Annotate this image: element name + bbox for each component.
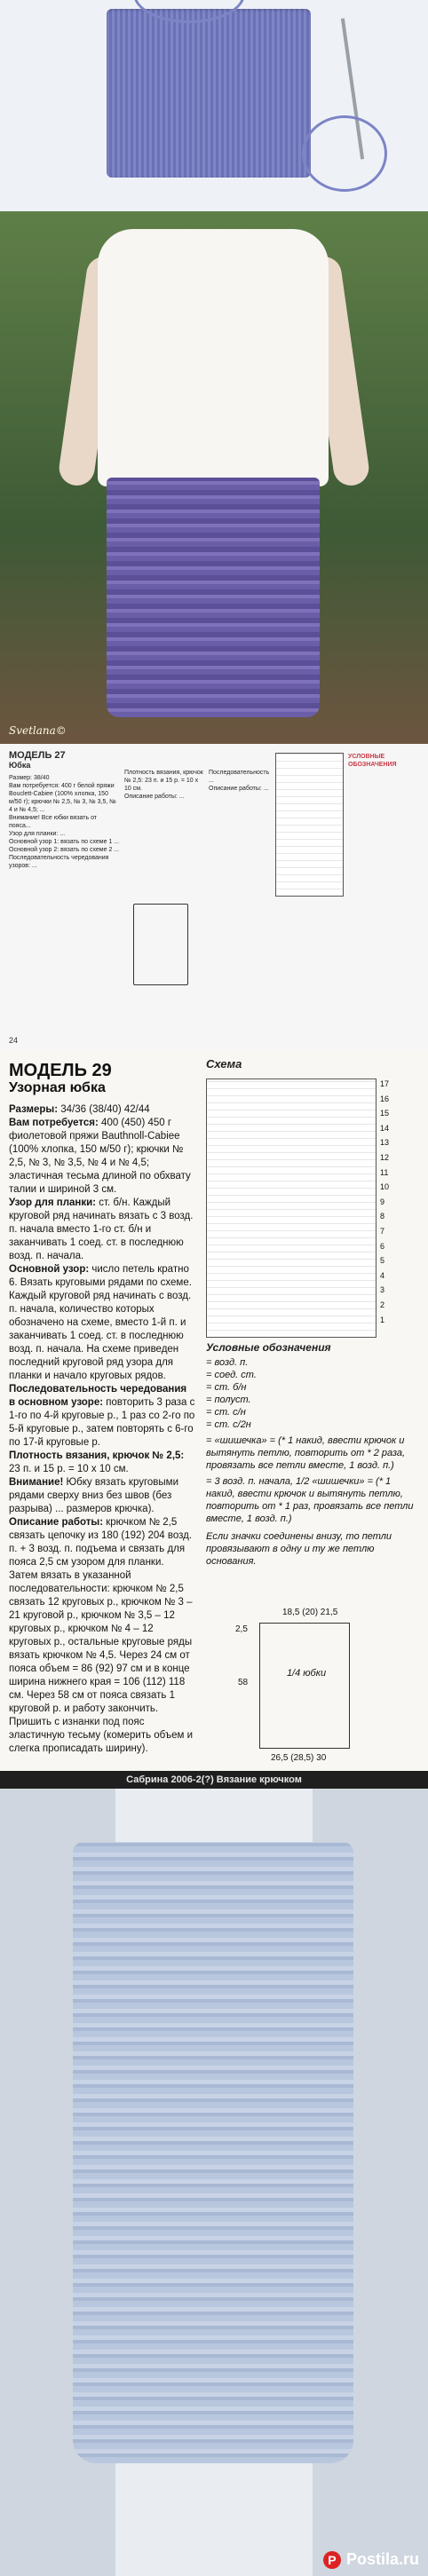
site-watermark: P Postila.ru: [323, 2550, 419, 2569]
page2-subtitle: Узорная юбка: [9, 1080, 106, 1095]
crochet-swatch-image: [107, 9, 311, 178]
page2-footer: Сабрина 2006-2(?) Вязание крючком: [0, 1771, 428, 1789]
page2-p-sequence: Последовательность чередования в основном узоре: повторить 3 раза с 1-го по 4-й круговые р., 1 раз со 2-го по 5-й круговые р., затем повторять с 6-го по 17-й круговые р.: [9, 1384, 195, 1448]
page1-col1-p6: Основной узор 2: вязать по схеме 2 ...: [9, 847, 120, 853]
page2-p-materials: Вам потребуется: 400 (450) 450 г фиолетовой пряжи Bauthnoll-Cabiee (100% хлопка, 150 м/50 г); крючки № 2,5, № 3, № 3,5, № 4 и № 4,5; эластичная тесьма длиной по обхвату талии и шириной 3 см.: [9, 1118, 191, 1195]
page2-pattern-scheme: [206, 1079, 376, 1338]
photo-swatch: [0, 0, 428, 211]
page1-col2-p1: Плотность вязания, крючок № 2,5: 23 п. и 15 р. = 10 х 10 см.: [124, 770, 203, 792]
page2-p-attention: Внимание! Юбку вязать круговыми рядами сверху вниз без швов (без разрыва) ... размеров крючка).: [9, 1477, 179, 1514]
page2-diagram-label-hem: 26,5 (28,5) 30: [271, 1753, 327, 1763]
magazine-page-model-27: [0, 744, 428, 1050]
page2-legend-item: = ст. с/н: [206, 1407, 246, 1418]
page2-legend-item: = «шишечка» = (* 1 накид, ввести крючок и вытянуть петлю, повторить от * 2 раза, провязать все петли вместе, 1 возд. п.): [206, 1435, 406, 1471]
postila-pin-icon: P: [323, 2551, 341, 2569]
page2-scheme-title: Схема: [206, 1057, 242, 1071]
page2-legend-item: = ст. б/н: [206, 1382, 247, 1393]
page2-row-numbers: 17 16 15 14 13 12 11 10 9 8 7 6 5 4 3 2 1: [380, 1079, 390, 1324]
photo-watermark: Svetlana©: [9, 724, 67, 737]
page2-legend-note: Если значки соединены внизу, то петли провязывают в одну и ту же петлю основания.: [206, 1531, 392, 1567]
yarn-ball-image: [302, 115, 387, 192]
page1-col1-p4: Узор для планки: ...: [9, 831, 66, 837]
page1-col2-p2: Описание работы: ...: [124, 794, 185, 800]
page1-col1-p7: Последовательность чередования узоров: ...: [9, 855, 109, 869]
photo-model-purple: [0, 211, 428, 744]
page1-col1-p5: Основной узор 1: вязать по схеме 1 ...: [9, 839, 120, 845]
white-blouse: [98, 229, 329, 486]
page1-col1-p1: Размер: 38/40: [9, 775, 50, 781]
light-blue-crochet-skirt: [73, 1842, 353, 2463]
photo-model-blue: [0, 1789, 428, 2576]
page1-col1-p2: Вам потребуется: 400 г белой пряжи Bouclett-Cabiee (100% хлопка, 150 м/50 г); крючки № 2,5, № 3, № 3,5, № 4 и № 4,5; ...: [9, 783, 116, 813]
page1-col3-p2: Описание работы: ...: [209, 786, 269, 792]
page1-col1-p3: Внимание! Все юбки вязать от пояса...: [9, 815, 98, 829]
page1-number: 24: [9, 1036, 19, 1045]
page1-skirt-diagram: [133, 904, 188, 985]
page2-legend-item: = возд. п.: [206, 1357, 249, 1368]
page2-legend-item: = соед. ст.: [206, 1370, 257, 1380]
page1-legend-title: УСЛОВНЫЕ ОБОЗНАЧЕНИЯ: [348, 754, 397, 768]
page2-legend-item: = полуст.: [206, 1395, 251, 1405]
page2-diagram-label-quarter: 1/4 юбки: [286, 1668, 327, 1679]
page2-p-sizes: Размеры: 34/36 (38/40) 42/44: [9, 1104, 150, 1115]
page1-col3-p1: Последовательность ...: [209, 770, 270, 784]
purple-crochet-skirt: [107, 478, 320, 717]
page2-diagram-label-waist: 18,5 (20) 21,5: [282, 1608, 338, 1617]
page2-skirt-diagram: [259, 1623, 350, 1749]
page2-legend-title: Условные обозначения: [206, 1341, 331, 1354]
page1-title: МОДЕЛЬ 27: [9, 750, 66, 761]
page1-pattern-scheme: [275, 753, 344, 897]
page2-diagram-label-length: 58: [238, 1678, 249, 1687]
page2-diagram-label-band: 2,5: [235, 1624, 248, 1634]
page2-p-gauge: Плотность вязания, крючок № 2,5: 23 п. и 15 р. = 10 х 10 см.: [9, 1450, 185, 1474]
page2-title: МОДЕЛЬ 29: [9, 1061, 112, 1080]
page2-legend-item: = 3 возд. п. начала, 1/2 «шишечки» = (* 1 накид, ввести крючок и вытянуть петлю, повторить от * 1 раз, провязать все петли вместе, 1 возд. п.): [206, 1476, 414, 1524]
magazine-page-model-29: [0, 1050, 428, 1789]
page2-p-main-pattern: Основной узор: число петель кратно 6. Вязать круговыми рядами по схеме. Каждый круговой ряд начинать с возд. п. начала, количество которых обозначено на схеме, вместо 1-й п. и заканчивать 1 соед. ст. в последнюю возд. п. начала. На схеме приведен последний круговой ряд узора для планки и начало круговых рядов.: [9, 1264, 192, 1381]
page2-legend-item: = ст. с/2н: [206, 1419, 251, 1430]
page2-p-plank: Узор для планки: ст. б/н. Каждый круговой ряд начинать вязать с 3 возд. п. начала вместо 1-го ст. б/н и заканчивать 1 соед. ст. в последнюю возд. п. начала.: [9, 1197, 194, 1261]
page1-subtitle: Юбка: [9, 761, 31, 770]
page2-p-description: Описание работы: крючком № 2,5 связать цепочку из 180 (192) 204 возд. п. + 3 возд. п. подъема и связать для пояса 2,5 см узором для планки. Затем вязать в указанной последовательности: крючком № 2,5 связать 12 круговых р., крючком № 3 – 21 круговой р., крючком № 3,5 – 12 круговых р., крючком № 4 – 12 круговых р., остальные круговые ряды вязать крючком № 4,5. Через 24 см от пояса объем = 86 (92) 97 см и в конце ширина нижнего края = 106 (112) 118 см. Через 58 см от пояса связать 1 круговой р. и работу закончить. Пришить с изнанки под пояс эластичную тесьму (комерить объем и слегка прописадать ширину).: [9, 1517, 193, 1754]
